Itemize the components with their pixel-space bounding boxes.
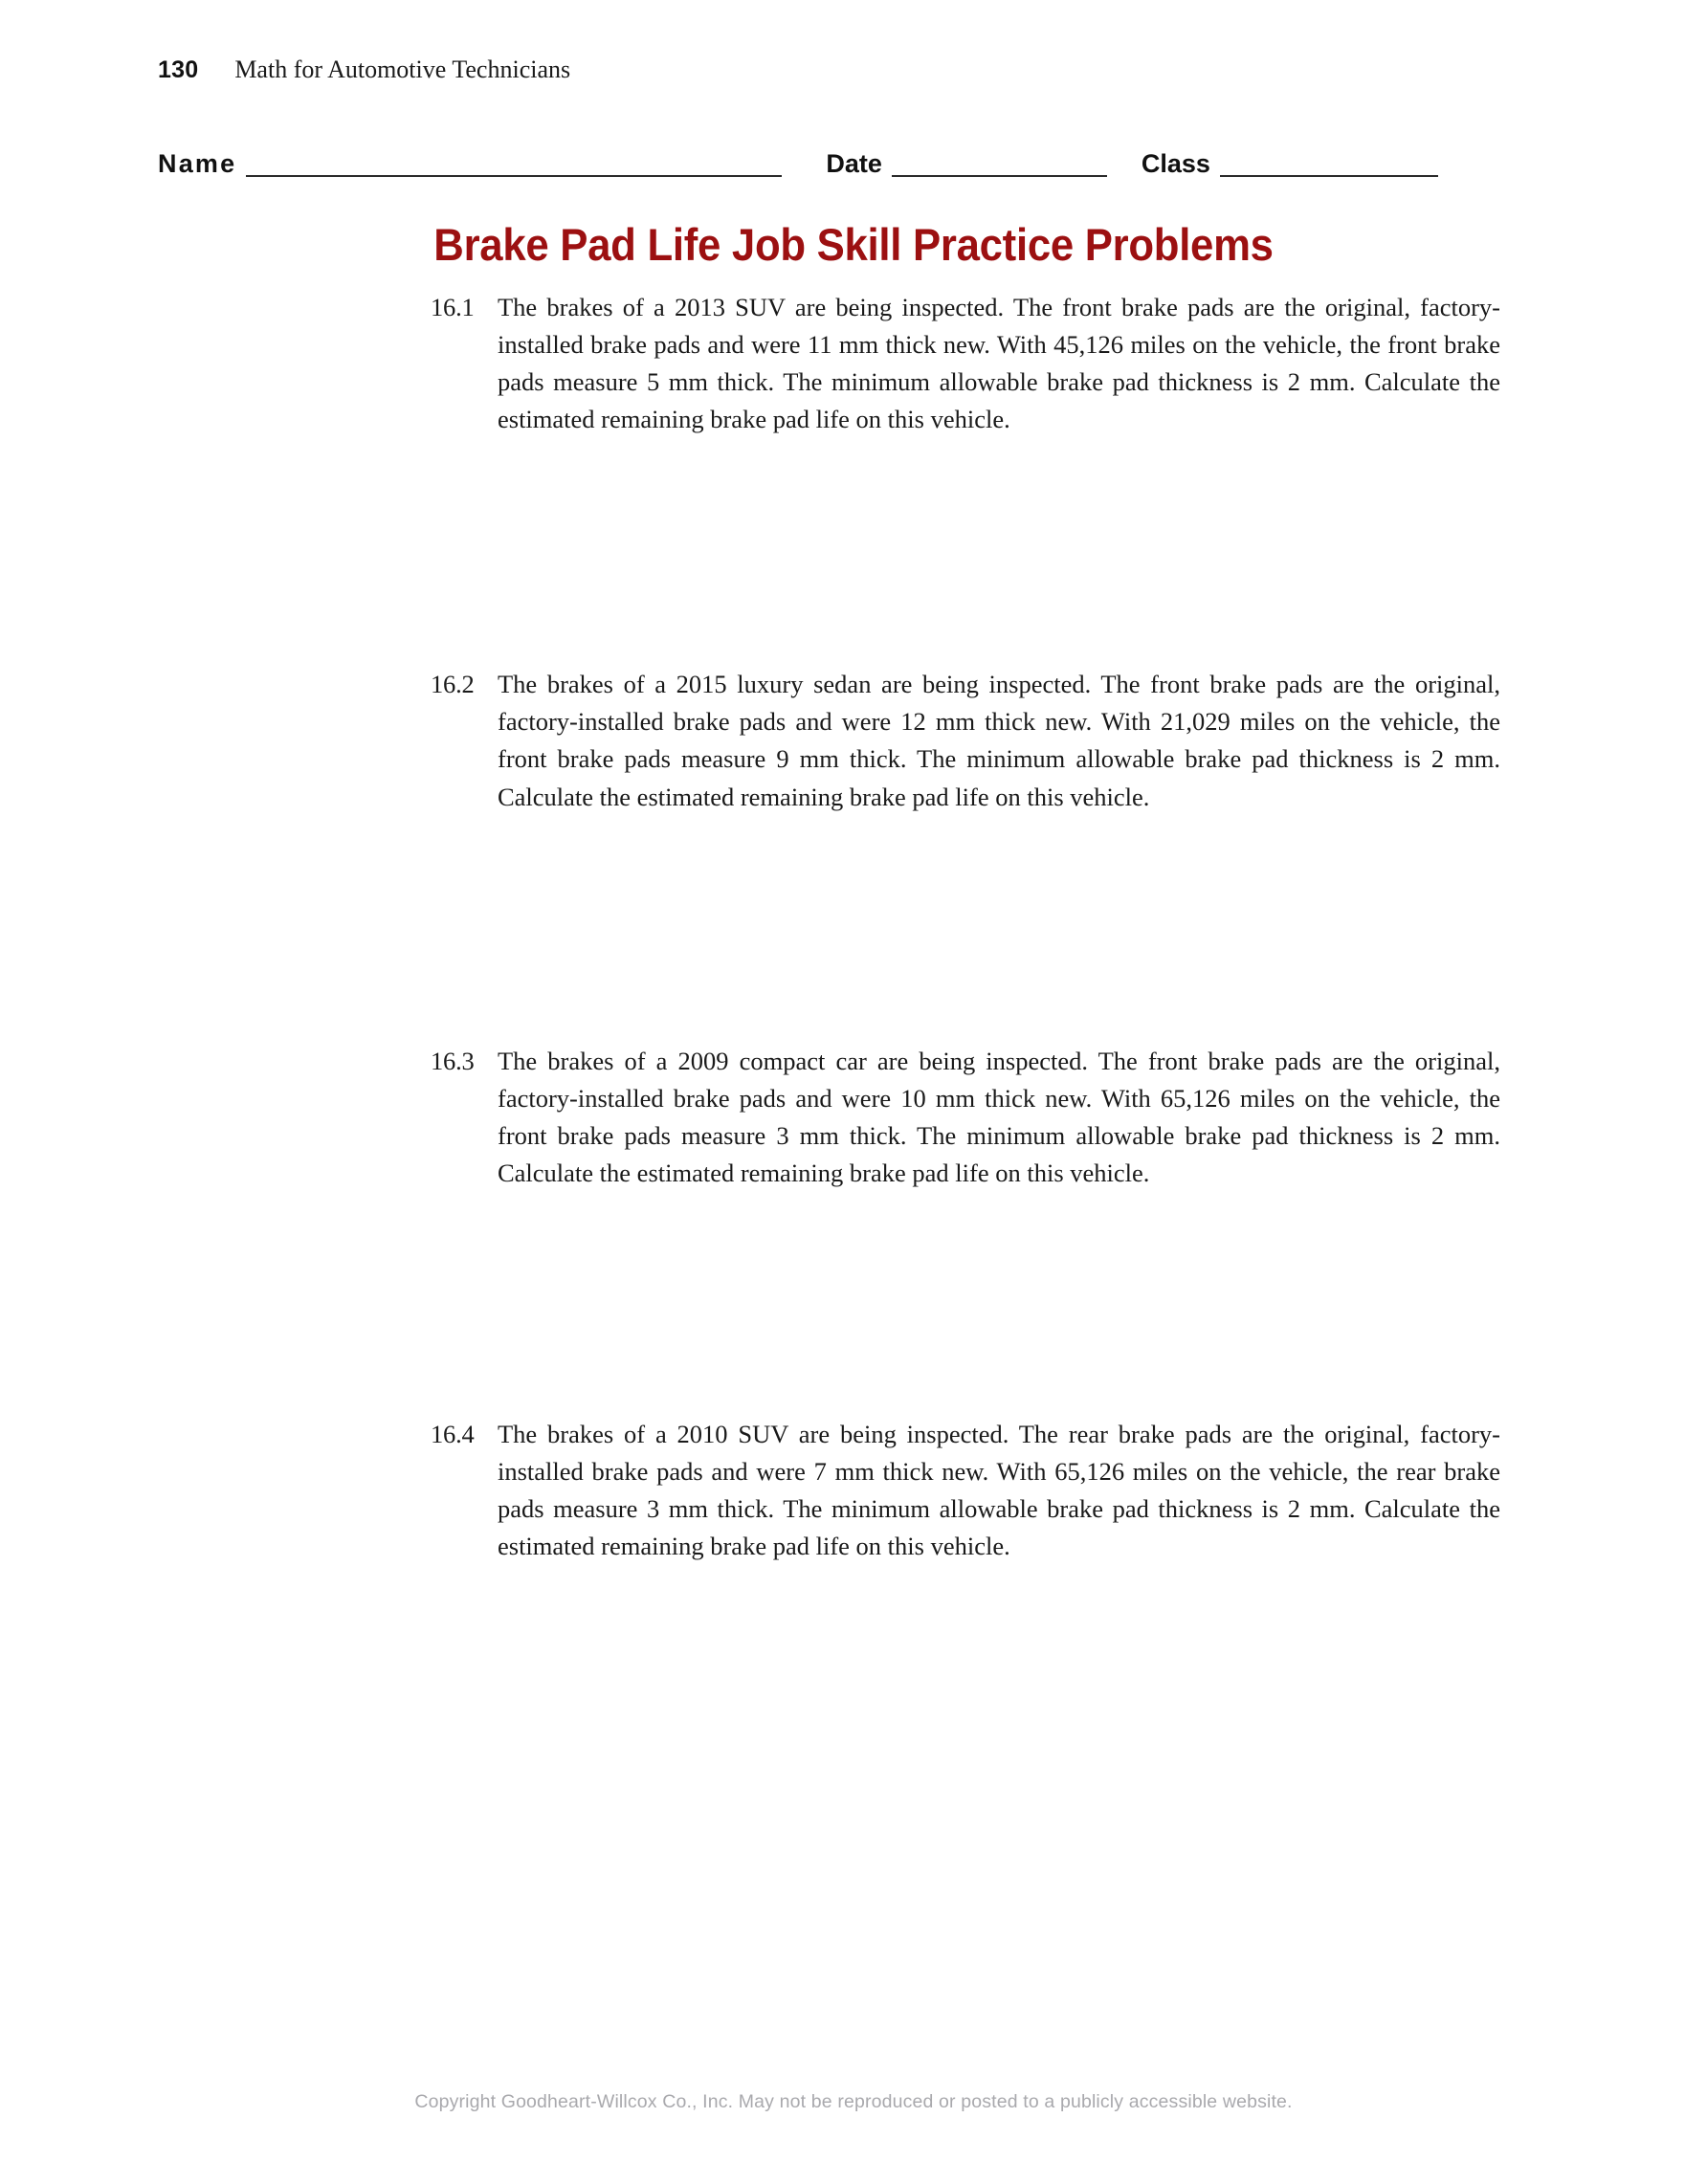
date-input[interactable]	[892, 150, 1107, 177]
page-title: Brake Pad Life Job Skill Practice Problems	[433, 219, 1274, 270]
problem-number: 16.3	[431, 1046, 475, 1075]
problem-number: 16.1	[431, 293, 475, 321]
student-info-row	[158, 150, 1497, 177]
problem-item	[431, 666, 1500, 815]
class-label: Class	[1141, 149, 1210, 178]
problem-item	[431, 289, 1500, 438]
name-label: Name	[158, 149, 237, 178]
problem-text: The brakes of a 2015 luxury sedan are being inspected. The front brake pads are the original, factory-installed brake pads and were 12 mm thick new. With 21,029 miles on the vehicle, the front brake pads measure 9 mm thick. The minimum allowable brake pad thickness is 2 mm. Calculate the estimated remaining brake pad life on this vehicle.	[498, 670, 1500, 811]
name-input[interactable]	[246, 150, 782, 177]
copyright-notice: Copyright Goodheart-Willcox Co., Inc. May not be reproduced or posted to a publicly accessible website.	[414, 2091, 1293, 2112]
class-input[interactable]	[1220, 150, 1438, 177]
problem-item	[431, 1043, 1500, 1192]
page-number: 130	[158, 56, 199, 83]
book-title: Math for Automotive Technicians	[234, 55, 571, 83]
problem-item	[431, 1416, 1500, 1565]
problem-list	[431, 289, 1500, 1565]
answer-space[interactable]	[431, 438, 1500, 666]
answer-space[interactable]	[431, 816, 1500, 1043]
running-head	[158, 55, 570, 84]
problem-number: 16.4	[431, 1419, 475, 1448]
problem-text: The brakes of a 2010 SUV are being inspected. The rear brake pads are the original, factory-installed brake pads and were 7 mm thick new. With 65,126 miles on the vehicle, the rear brake pads measure 3 mm thick. The minimum allowable brake pad thickness is 2 mm. Calculate the estimated remaining brake pad life on this vehicle.	[498, 1419, 1500, 1561]
date-label: Date	[826, 149, 882, 178]
problem-text: The brakes of a 2009 compact car are being inspected. The front brake pads are the original, factory-installed brake pads and were 10 mm thick new. With 65,126 miles on the vehicle, the front brake pads measure 3 mm thick. The minimum allowable brake pad thickness is 2 mm. Calculate the estimated remaining brake pad life on this vehicle.	[498, 1046, 1500, 1187]
answer-space[interactable]	[431, 1192, 1500, 1416]
problem-text: The brakes of a 2013 SUV are being inspected. The front brake pads are the original, factory-installed brake pads and were 11 mm thick new. With 45,126 miles on the vehicle, the front brake pads measure 5 mm thick. The minimum allowable brake pad thickness is 2 mm. Calculate the estimated remaining brake pad life on this vehicle.	[498, 293, 1500, 434]
problem-number: 16.2	[431, 670, 475, 699]
